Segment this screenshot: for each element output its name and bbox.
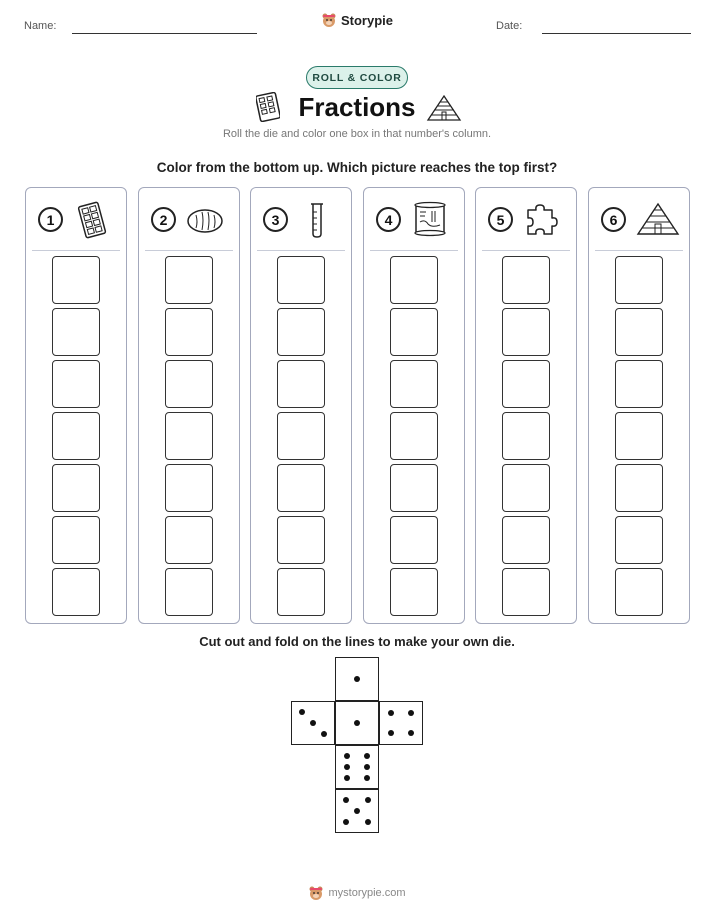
color-box[interactable] (52, 308, 100, 356)
color-box[interactable] (277, 464, 325, 512)
pip (408, 730, 414, 736)
color-box[interactable] (390, 308, 438, 356)
pyramid-icon (426, 94, 462, 122)
die-face-1 (335, 701, 379, 745)
cut-instruction: Cut out and fold on the lines to make your own die. (199, 634, 515, 649)
color-box[interactable] (502, 464, 550, 512)
pip (388, 710, 394, 716)
pip (354, 720, 360, 726)
color-box[interactable] (390, 256, 438, 304)
color-box[interactable] (165, 256, 213, 304)
die-face-6 (335, 745, 379, 789)
color-box[interactable] (615, 256, 663, 304)
color-box[interactable] (52, 568, 100, 616)
color-box[interactable] (615, 360, 663, 408)
color-box[interactable] (390, 464, 438, 512)
color-box[interactable] (502, 568, 550, 616)
bread-loaf-icon (185, 200, 225, 240)
column-number: 3 (263, 207, 288, 232)
pip (321, 731, 327, 737)
die-face-3 (291, 701, 335, 745)
color-box[interactable] (52, 256, 100, 304)
column-number: 4 (376, 207, 401, 232)
scroll-map-icon (410, 200, 450, 240)
date-line[interactable] (542, 33, 691, 34)
color-box[interactable] (502, 256, 550, 304)
color-box[interactable] (390, 516, 438, 564)
color-box[interactable] (502, 308, 550, 356)
pip (364, 753, 370, 759)
instruction: Color from the bottom up. Which picture reaches the top first? (156, 160, 558, 175)
color-box[interactable] (165, 464, 213, 512)
pip (364, 764, 370, 770)
color-box[interactable] (165, 412, 213, 460)
color-box[interactable] (277, 360, 325, 408)
pip (310, 720, 316, 726)
color-box[interactable] (390, 412, 438, 460)
name-label: Name: (24, 20, 57, 32)
column-3 (250, 187, 352, 624)
column-divider (257, 250, 345, 251)
page-title: Fractions (298, 92, 416, 122)
color-box[interactable] (52, 412, 100, 460)
subtitle: Roll the die and color one box in that number's column. (222, 128, 492, 140)
pip (299, 709, 305, 715)
column-number: 1 (38, 207, 63, 232)
pip (364, 775, 370, 781)
bear-mascot-icon (308, 885, 324, 901)
pip (343, 819, 349, 825)
column-divider (145, 250, 233, 251)
pyramid-icon (635, 200, 681, 240)
category-badge: ROLL & COLOR (306, 66, 408, 89)
column-number: 5 (488, 207, 513, 232)
puzzle-piece-icon (522, 200, 562, 240)
pip (408, 710, 414, 716)
color-box[interactable] (277, 568, 325, 616)
column-divider (482, 250, 570, 251)
pip (365, 819, 371, 825)
brand-logo (0, 12, 714, 28)
bear-mascot-icon (321, 12, 337, 28)
column-number: 6 (601, 207, 626, 232)
color-box[interactable] (277, 516, 325, 564)
column-1 (25, 187, 127, 624)
pip (344, 753, 350, 759)
pip (343, 797, 349, 803)
column-6 (588, 187, 690, 624)
pip (365, 797, 371, 803)
color-box[interactable] (277, 308, 325, 356)
column-divider (595, 250, 683, 251)
pip (354, 676, 360, 682)
color-box[interactable] (165, 568, 213, 616)
pip (344, 775, 350, 781)
color-box[interactable] (615, 412, 663, 460)
color-box[interactable] (52, 516, 100, 564)
column-5 (475, 187, 577, 624)
footer-url[interactable]: mystorypie.com (328, 887, 406, 899)
color-box[interactable] (52, 464, 100, 512)
column-number: 2 (151, 207, 176, 232)
column-4 (363, 187, 465, 624)
column-2 (138, 187, 240, 624)
brand-name: Storypie (340, 12, 393, 28)
pip (354, 808, 360, 814)
die-face-5 (335, 789, 379, 833)
color-box[interactable] (615, 516, 663, 564)
date-label: Date: (496, 20, 523, 32)
color-box[interactable] (165, 308, 213, 356)
pip (388, 730, 394, 736)
color-box[interactable] (165, 360, 213, 408)
color-box[interactable] (277, 256, 325, 304)
column-divider (370, 250, 458, 251)
color-box[interactable] (615, 464, 663, 512)
pip (344, 764, 350, 770)
color-box[interactable] (615, 568, 663, 616)
color-box[interactable] (52, 360, 100, 408)
name-line[interactable] (72, 33, 257, 34)
color-box[interactable] (502, 516, 550, 564)
color-box[interactable] (390, 568, 438, 616)
color-box[interactable] (502, 360, 550, 408)
footer (0, 885, 714, 901)
column-divider (32, 250, 120, 251)
color-box[interactable] (277, 412, 325, 460)
measuring-cylinder-icon (297, 200, 337, 240)
color-box[interactable] (165, 516, 213, 564)
color-box[interactable] (615, 308, 663, 356)
die-face-4 (379, 701, 423, 745)
chocolate-bar-icon (72, 200, 112, 240)
die-face-1 (335, 657, 379, 701)
color-box[interactable] (390, 360, 438, 408)
color-box[interactable] (502, 412, 550, 460)
